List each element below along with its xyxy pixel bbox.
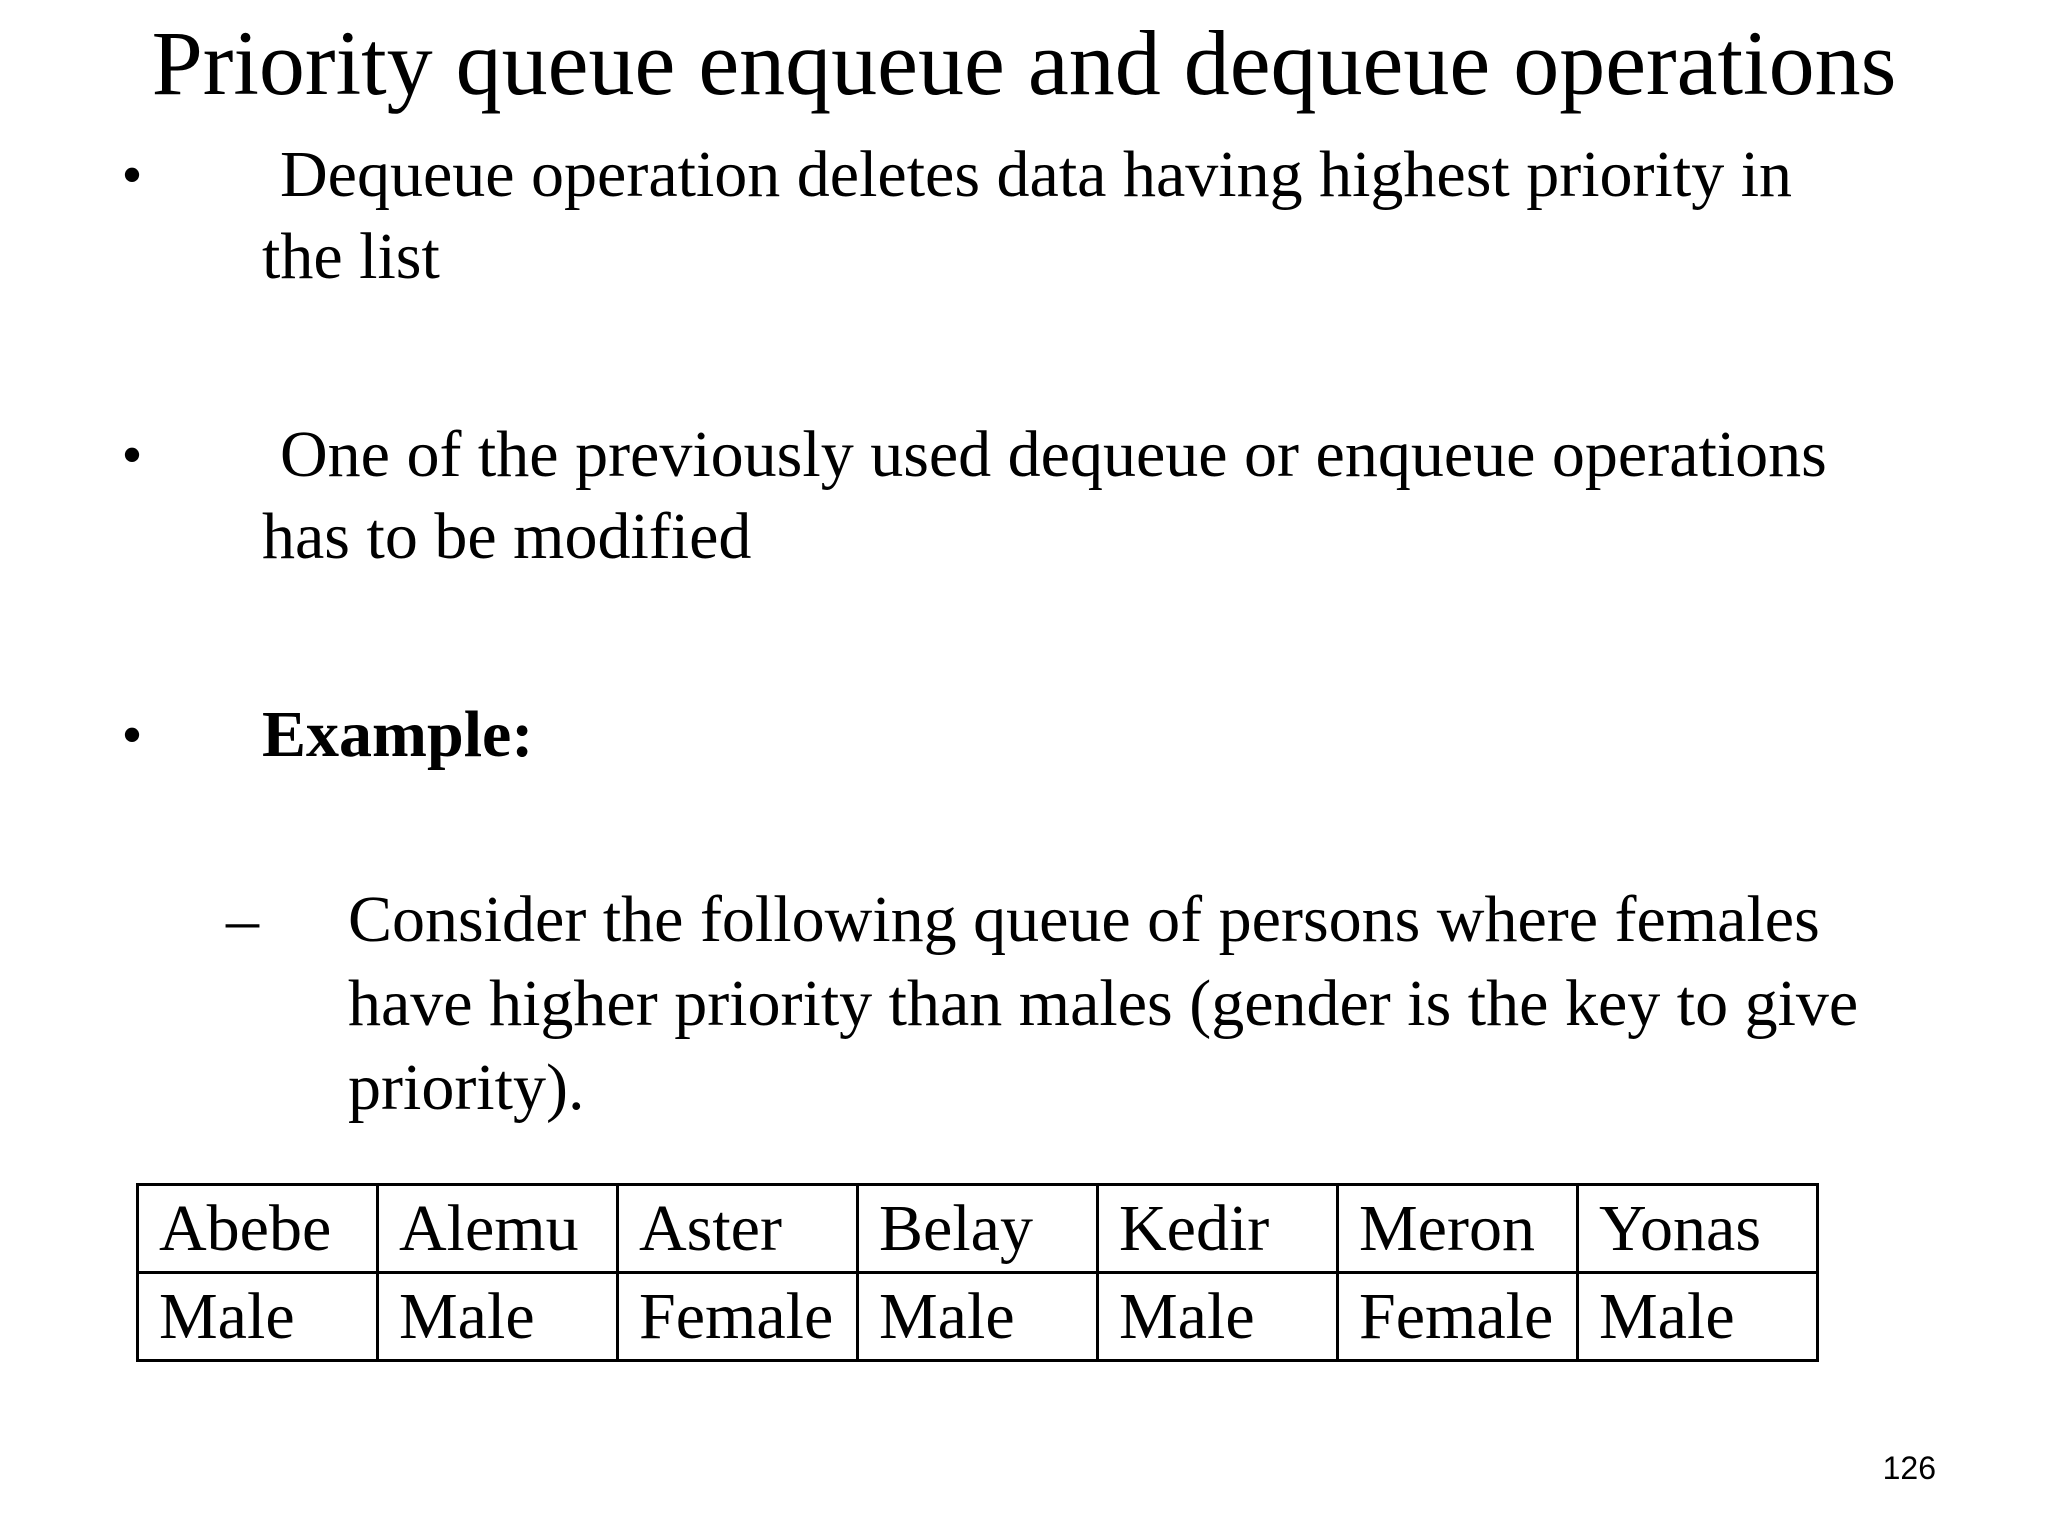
- page-number: 126: [1882, 1450, 1936, 1486]
- bullet-line: has to be modified: [262, 500, 752, 573]
- bullet-dequeue-operation: [262, 134, 1792, 298]
- table-cell-name: Meron: [1338, 1185, 1578, 1273]
- table-cell-name: Belay: [858, 1185, 1098, 1273]
- table-cell-gender: Male: [858, 1273, 1098, 1361]
- bullet-modify-operations: [262, 414, 1827, 578]
- table-cell-gender: Female: [1338, 1273, 1578, 1361]
- persons-queue-table: [136, 1183, 1819, 1362]
- bullet-marker: •: [121, 142, 143, 208]
- table-cell-gender: Male: [1098, 1273, 1338, 1361]
- bullet-line: the list: [262, 220, 440, 293]
- table-cell-name: Abebe: [138, 1185, 378, 1273]
- sub-bullet-marker: –: [226, 883, 259, 956]
- sub-bullet-line: have higher priority than males (gender is the key to give: [348, 967, 1859, 1040]
- sub-bullet-line: Consider the following queue of persons where females: [348, 883, 1820, 956]
- sub-bullet-line: priority).: [348, 1051, 585, 1124]
- table-row-genders: [138, 1273, 1818, 1361]
- bullet-example: Example:: [262, 698, 534, 771]
- table-cell-gender: Male: [378, 1273, 618, 1361]
- table-cell-name: Yonas: [1578, 1185, 1818, 1273]
- bullet-marker: •: [121, 702, 143, 768]
- table-cell-gender: Female: [618, 1273, 858, 1361]
- bullet-line: One of the previously used dequeue or enqueue operations: [280, 418, 1827, 491]
- slide-title: Priority queue enqueue and dequeue operations: [151, 12, 1897, 114]
- table-cell-gender: Male: [138, 1273, 378, 1361]
- bullet-line: Dequeue operation deletes data having highest priority in: [280, 138, 1793, 211]
- table-row-names: [138, 1185, 1818, 1273]
- sub-bullet-consider-queue: [348, 878, 1858, 1130]
- table-cell-name: Kedir: [1098, 1185, 1338, 1273]
- table-cell-gender: Male: [1578, 1273, 1818, 1361]
- table-cell-name: Alemu: [378, 1185, 618, 1273]
- bullet-marker: •: [121, 422, 143, 488]
- table-cell-name: Aster: [618, 1185, 858, 1273]
